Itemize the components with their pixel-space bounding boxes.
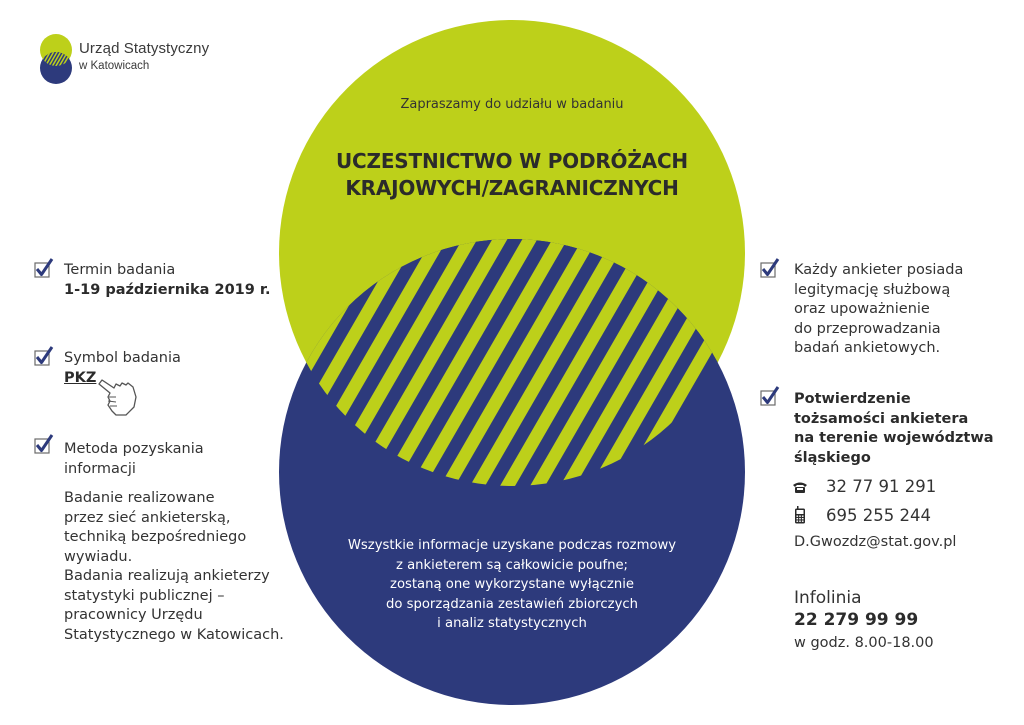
method-body-line: Badania realizują ankieterzy bbox=[64, 568, 270, 584]
method-label: Metoda pozyskania bbox=[64, 441, 204, 457]
method-body-line: techniką bezpośredniego bbox=[64, 529, 247, 545]
method-body-line: Statystycznego w Katowicach. bbox=[64, 626, 284, 643]
method-body-line: przez sieć ankieterską, bbox=[64, 509, 231, 526]
symbol-value-link[interactable]: PKZ bbox=[64, 369, 97, 386]
method-body-line: wywiadu. bbox=[64, 548, 133, 565]
checkbox-checked-icon bbox=[34, 346, 54, 366]
phone-number[interactable]: 32 77 91 291 bbox=[826, 477, 937, 496]
id-card-line: do przeprowadzania bbox=[794, 320, 941, 337]
confidentiality-line: do sporządzania zestawień zbiorczych bbox=[385, 596, 639, 612]
infoline-number[interactable]: 22 279 99 99 bbox=[794, 610, 919, 630]
id-card-line: legitymację służbową bbox=[794, 281, 951, 298]
id-card-section bbox=[794, 261, 963, 359]
id-card-line: badań ankietowych. bbox=[794, 340, 941, 356]
logo-title: Urząd Statystyczny bbox=[79, 40, 210, 57]
survey-title bbox=[292, 148, 732, 202]
verification-line: tożsamości ankietera bbox=[794, 410, 969, 427]
verification-line: na terenie województwa bbox=[794, 430, 994, 446]
invite-text: Zapraszamy do udziału w badaniu bbox=[400, 97, 624, 112]
verification-line: śląskiego bbox=[794, 449, 871, 466]
term-label: Termin badania bbox=[64, 262, 176, 278]
email-link[interactable]: D.Gwozdz@stat.gov.pl bbox=[794, 534, 957, 550]
confidentiality-note bbox=[300, 536, 724, 634]
survey-title-line1: UCZESTNICTWO W PODRÓŻACH bbox=[336, 149, 688, 173]
mobile-phone-icon bbox=[794, 506, 806, 524]
confidentiality-line: z ankieterem są całkowicie poufne; bbox=[395, 557, 629, 573]
venn-logo-icon bbox=[36, 33, 76, 87]
mobile-number[interactable]: 695 255 244 bbox=[826, 506, 931, 525]
method-body-line: Badanie realizowane bbox=[64, 490, 215, 506]
telephone-icon bbox=[792, 481, 808, 494]
method-body-line: pracownicy Urzędu bbox=[64, 607, 203, 623]
symbol-label: Symbol badania bbox=[64, 350, 181, 366]
confidentiality-line: zostaną one wykorzystane wyłącznie bbox=[390, 577, 634, 592]
term-value: 1-19 października 2019 r. bbox=[64, 281, 271, 298]
checkbox-checked-icon bbox=[34, 258, 54, 278]
survey-title-line2: KRAJOWYCH/ZAGRANICZNYCH bbox=[345, 176, 679, 200]
pointing-hand-icon bbox=[96, 375, 140, 417]
logo-subtitle: w Katowicach bbox=[79, 60, 150, 72]
checkbox-checked-icon bbox=[34, 434, 54, 454]
infoline-label: Infolinia bbox=[794, 588, 862, 608]
method-label: informacji bbox=[64, 460, 136, 477]
method-section bbox=[64, 440, 284, 645]
term-section bbox=[64, 261, 270, 300]
method-body-line: statystyki publicznej – bbox=[64, 587, 225, 604]
confidentiality-line: i analiz statystycznych bbox=[437, 616, 587, 631]
verification-section bbox=[794, 390, 994, 468]
infoline-hours: w godz. 8.00-18.00 bbox=[794, 635, 934, 651]
confidentiality-line: Wszystkie informacje uzyskane podczas rozmowy bbox=[347, 538, 677, 553]
id-card-line: Każdy ankieter posiada bbox=[794, 262, 964, 278]
checkbox-checked-icon bbox=[760, 386, 780, 406]
id-card-line: oraz upoważnienie bbox=[794, 301, 930, 317]
checkbox-checked-icon bbox=[760, 258, 780, 278]
verification-line: Potwierdzenie bbox=[794, 391, 911, 407]
